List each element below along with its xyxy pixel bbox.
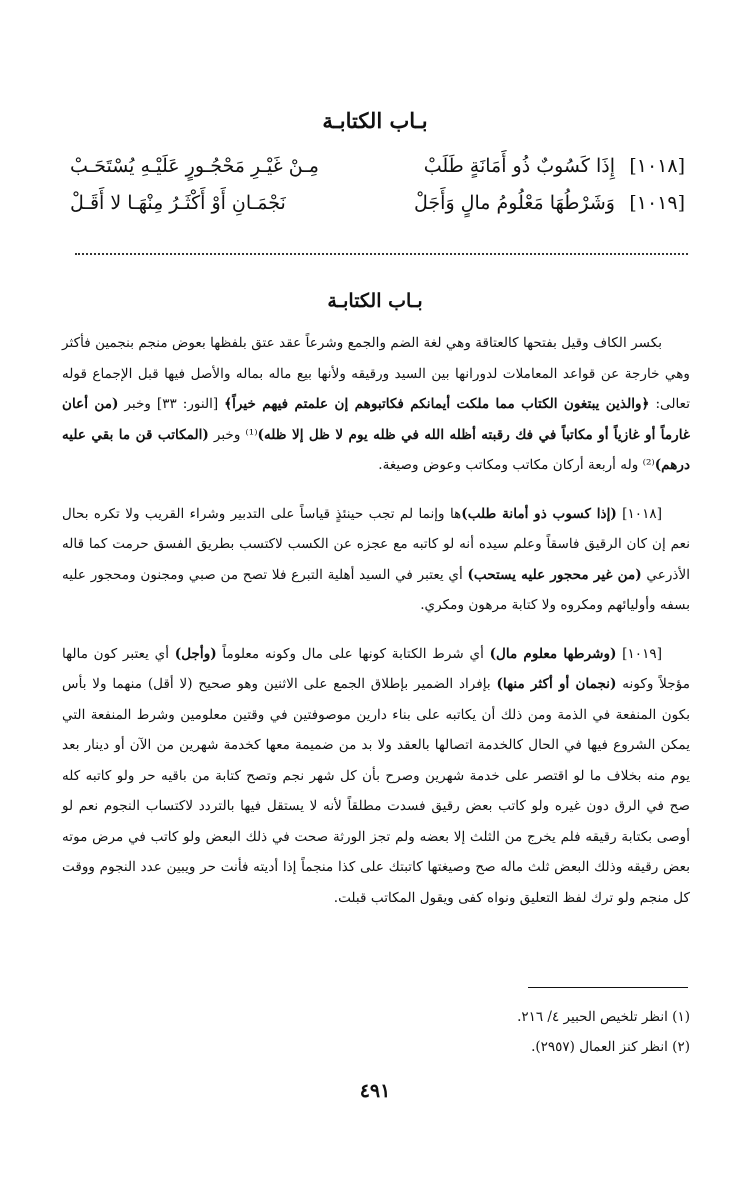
text-run: [١٠١٨]: [616, 505, 662, 522]
text-run: أي شرط الكتابة كونها على مال وكونه معلوماً: [216, 645, 490, 662]
text-run: بكسر الكاف وقيل بفتحها كالعتاقة وهي لغة الضم والجمع وشرعاً عقد عتق بلفظها بعوض منجم بنجمين فأكثر وهي خارجة عن قواعد المعاملات لدورانها بين السيد ورقيقه ولأنها بيع ماله بماله والأصل فيها قبل الإجماع قوله تعالى:: [62, 335, 691, 412]
text-run: [النور: ٣٣] وخبر: [118, 396, 225, 412]
verse-second-hemistich: مِـنْ غَيْـرِ مَحْجُـورٍ عَلَيْـهِ يُسْتَحَـبْ: [70, 155, 319, 177]
section-heading: بـاب الكتابـة: [327, 290, 423, 312]
paragraph: [62, 499, 690, 621]
quoted-text: (من أعان غارماً أو غازياً أو مكاتباً في فك رقبته أظله الله في ظله يوم لا ظل إلا ظله): [62, 396, 690, 443]
verse-first-hemistich: إِذَا كَسُوبٌ ذُو أَمَانَةٍ طَلَبْ: [423, 155, 615, 177]
quoted-text: (وأجل): [174, 645, 217, 662]
footnote: (١) انظر تلخيص الحبير ٤/ ٢١٦.: [517, 1009, 690, 1025]
text-run: [١٠١٩]: [616, 645, 663, 662]
verse-number: [١٠١٩]: [629, 192, 685, 214]
verse-number: [١٠١٨]: [629, 155, 685, 177]
page-number: ٤٩١: [359, 1080, 391, 1102]
footnote: (٢) انظر كنز العمال (٢٩٥٧).: [531, 1039, 690, 1055]
text-run: ⁽²⁾ وله أربعة أركان مكاتب ومكاتب وعوض وصيغة.: [378, 457, 655, 473]
verse-line: [70, 192, 685, 222]
quoted-text: (نجمان أو أكثر منها): [496, 676, 617, 692]
dotted-separator: [75, 253, 688, 255]
text-run: أي يعتبر في السيد أهلية التبرع فلا تصح من صبي ومجنون ومحجور عليه بسفه وأوليائهم ومكروه ولا كتابة مرهون ومكري.: [62, 566, 690, 613]
text-run: بإفراد الضمير بإطلاق الجمع على الاثنين وهو صحيح (لا أقل) منهما ولا بأس بكون المنفعة في الذمة ومن ذلك أن يكاتبه على بناء دارين موصوفتين في وقتين معلومين وشرط المنفعة التي يمكن الشروع فيها في الحال كالخدمة اتصالها بالعقد ولا بد من ضميمة معها كخدمة شهرين من الآن أو دينار بعد يوم منه بخلاف ما لو اقتصر على خدمة شهرين وصرح بأن كل شهر نجم وتصح كتابة من باقيه حر ولو كاتبه كله صح في الرق دون غيره ولو كاتب بعض رقيق فسدت مطلقاً لأنه لا يستقل فيها بالتردد لاكتساب النجوم نعم لو أوصى بكتابة رقيقه فلم يخرج من الثلث إلا بعضه ولم تجز الورثة صحت في ذلك البعض ولو كاتب في مرض موته بعض رقيقه وذلك البعض ثلث ماله صح وصيغتها كاتبتك على كذا منجماً إذا أديته فأنت حر ويبين عدد النجوم ووقت كل منجم ولو ترك لفظ التعليق ونواه كفى ويقول المكاتب قبلت.: [62, 676, 690, 906]
quoted-text: (وشرطها معلوم مال): [489, 645, 617, 662]
quoted-text: (إذا كسوب ذو أمانة طلب): [461, 505, 617, 522]
commentary-body: [62, 328, 690, 931]
footnotes: [62, 1002, 690, 1062]
text-run: أي يعتبر كون مالها مؤجلاً وكونه: [62, 645, 691, 692]
quoted-text: (المكاتب قن ما بقي عليه درهم): [62, 426, 690, 473]
paragraph: [62, 328, 690, 481]
verse-line: [70, 155, 685, 185]
quoted-text: ﴿والذين يبتغون الكتاب مما ملكت أيمانكم فكاتبوهم إن علمتم فيهم خيراً﴾: [224, 396, 650, 412]
chapter-heading-verse: بـاب الكتابـة: [322, 108, 428, 133]
quoted-text: (من غير محجور عليه يستحب): [467, 566, 642, 583]
footnote-rule: [528, 987, 688, 988]
text-run: ها وإنما لم تجب حينئذٍ قياساً على التدبير وشراء القريب ولا تكره بحال نعم إن كان الرقيق فاسقاً وعلم سيده أنه لو كاتبه مع عجزه عن الكسب لاكتسب بطريق الفسق حرمت كما قاله الأذرعي: [62, 505, 690, 583]
paragraph: [62, 639, 690, 914]
verse-first-hemistich: وَشَرْطُهَا مَعْلُومُ مالٍ وَأَجَلْ: [414, 192, 615, 214]
text-run: ⁽¹⁾ وخبر: [208, 426, 258, 443]
verse-second-hemistich: نَجْمَـانِ أَوْ أَكْثَـرُ مِنْهَـا لا أَقَـلْ: [70, 192, 286, 214]
